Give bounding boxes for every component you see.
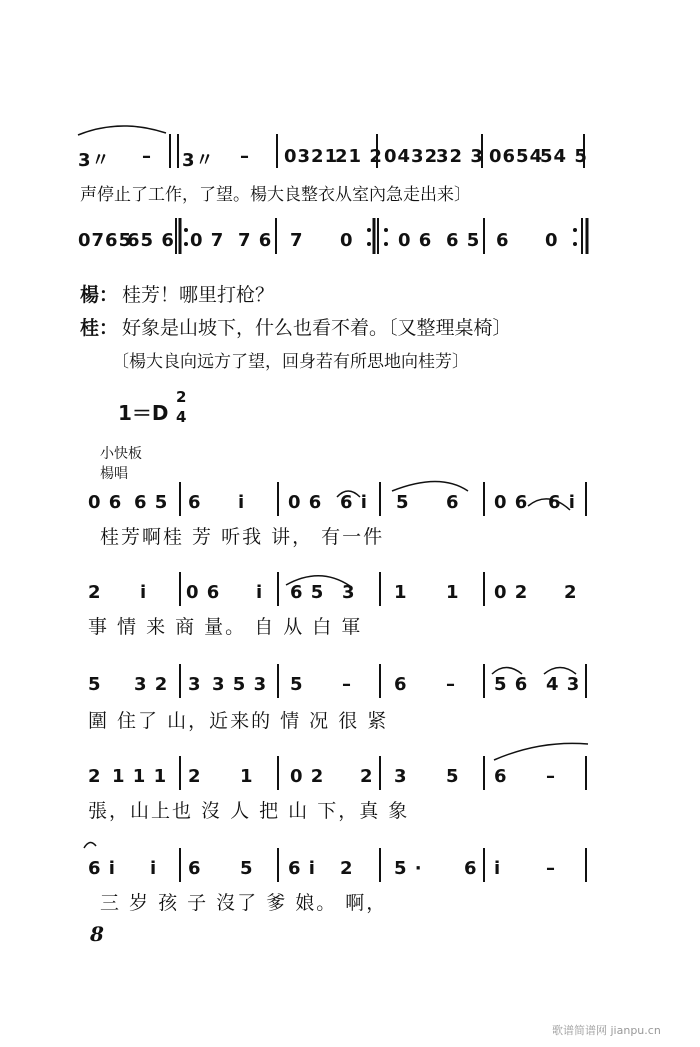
speaker-label: 楊： <box>80 284 119 306</box>
key-signature: 1＝D <box>118 401 169 425</box>
note-group: 5 <box>88 674 102 695</box>
note-group: 0 7 <box>190 230 225 251</box>
note-group: 2 <box>88 582 102 603</box>
note-group: 3 <box>188 674 202 695</box>
note-group: – <box>142 146 152 167</box>
time-sig-top: 2 <box>176 388 187 406</box>
note-group: – <box>240 146 250 167</box>
note-group: 32 3 <box>436 146 484 167</box>
note-group: 2 <box>564 582 578 603</box>
note-group: 3 <box>342 582 356 603</box>
note-group: 6 <box>496 230 510 251</box>
note-group: 0 2 <box>494 582 529 603</box>
speaker-label: 桂： <box>80 317 119 339</box>
note-group: i <box>238 492 246 513</box>
note-group: – <box>546 858 556 879</box>
note-group: 3 5 3 <box>212 674 268 695</box>
note-group: 0 2 <box>290 766 325 787</box>
note-group: 6 <box>188 492 202 513</box>
note-group: 6 <box>394 674 408 695</box>
note-group: 2 <box>188 766 202 787</box>
lyric-line: 張，山上也 沒 人 把 山 下，真 象 <box>88 800 410 822</box>
note-group: 5 6 <box>494 674 529 695</box>
note-group: 5 <box>446 766 460 787</box>
note-group: 0321 <box>284 146 339 167</box>
note-group: – <box>342 674 352 695</box>
note-group: 1 <box>446 582 460 603</box>
dialog-line: 好象是山坡下，什么也看不着。〔又整理桌椅〕 <box>122 317 512 339</box>
singer-marking: 楊唱 <box>100 466 128 482</box>
note-group: 0432 <box>384 146 439 167</box>
stage-direction: 〔楊大良向远方了望，回身若有所思地向桂芳〕 <box>112 352 469 372</box>
time-sig-bottom: 4 <box>176 408 187 426</box>
note-group: i <box>494 858 502 879</box>
note-group: 3 2 <box>134 674 169 695</box>
note-group: 1 <box>240 766 254 787</box>
lyric-line: 桂芳啊桂 芳 听我 讲， 有一件 <box>100 526 385 548</box>
note-group: 6 i <box>288 858 316 879</box>
note-group: 2 <box>360 766 374 787</box>
note-group: 6 <box>464 858 478 879</box>
note-group: 21 2 <box>335 146 383 167</box>
note-group: 5 <box>396 492 410 513</box>
note-group: 6 <box>446 492 460 513</box>
note-group: 5 <box>290 674 304 695</box>
note-group: 6 <box>494 766 508 787</box>
note-group: 4 3 <box>546 674 581 695</box>
note-group: 3 <box>394 766 408 787</box>
note-group: 7 6 <box>238 230 273 251</box>
note-group: i <box>140 582 148 603</box>
note-group: 6 <box>188 858 202 879</box>
page-number: 8 <box>90 922 104 946</box>
note-group: 0 6 <box>88 492 123 513</box>
note-group: 0 <box>340 230 354 251</box>
lyric-line: 圍 住了 山，近来的 情 况 很 紧 <box>88 710 389 732</box>
note-group: 65 6 <box>127 230 175 251</box>
note-group: 6 5 <box>134 492 169 513</box>
note-group: 0765 <box>78 230 133 251</box>
note-group: 3〃 <box>182 150 215 171</box>
note-group: 0 <box>545 230 559 251</box>
watermark: 歌谱简谱网 jianpu.cn <box>552 1024 661 1037</box>
note-group: 5 <box>240 858 254 879</box>
note-group: 6 5 <box>290 582 325 603</box>
note-group: 2 <box>88 766 102 787</box>
tempo-marking: 小快板 <box>100 446 142 462</box>
note-group: 2 <box>340 858 354 879</box>
stage-direction: 声停止了工作，了望。楊大良整衣从室內急走出来〕 <box>80 185 471 205</box>
note-group: i <box>150 858 158 879</box>
note-group: 1 1 1 <box>112 766 168 787</box>
note-group: 0 6 <box>288 492 323 513</box>
lyric-line: 三 岁 孩 子 沒了 爹 娘。 啊， <box>100 892 388 914</box>
note-group: i <box>256 582 264 603</box>
note-group: 1 <box>394 582 408 603</box>
dialog-line: 桂芳！哪里打枪？ <box>122 284 275 306</box>
note-group: – <box>546 766 556 787</box>
note-group: 0 6 <box>494 492 529 513</box>
note-group: 6 5 <box>446 230 481 251</box>
note-group: 0654 <box>489 146 544 167</box>
note-group: 3〃 <box>78 150 111 171</box>
note-group: 0 6 <box>398 230 433 251</box>
note-group: 54 5 <box>540 146 588 167</box>
lyric-line: 事 情 来 商 量。 自 从 白 軍 <box>88 616 363 638</box>
note-group: 6 i <box>340 492 368 513</box>
note-group: 0 6 <box>186 582 221 603</box>
note-group: – <box>446 674 456 695</box>
note-group: 6 i <box>88 858 116 879</box>
note-group: 5 · <box>394 858 423 879</box>
note-group: 6 i <box>548 492 576 513</box>
note-group: 7 <box>290 230 304 251</box>
